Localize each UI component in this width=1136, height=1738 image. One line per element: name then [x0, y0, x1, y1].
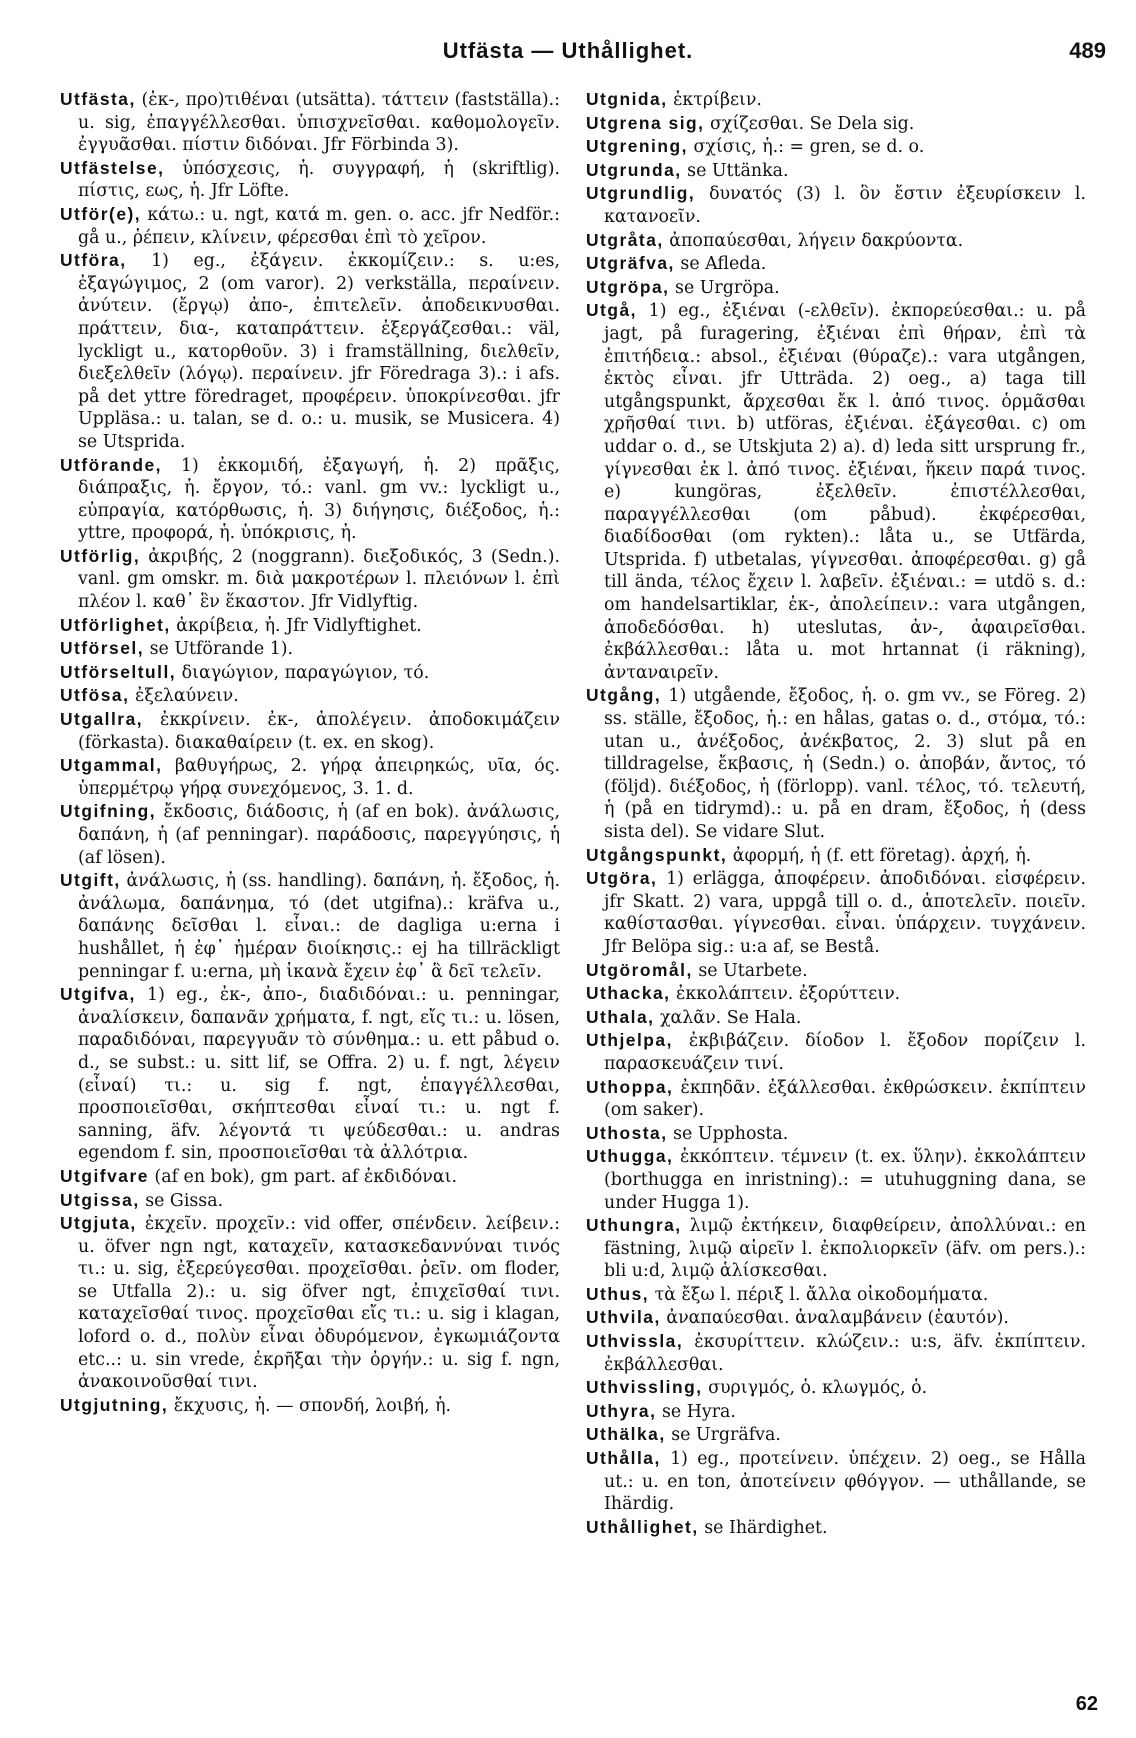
dictionary-entry: [60, 545, 560, 614]
entry-definition: ἔκχυσις, ἡ. — σπονδή, λοιβή, ἡ.: [173, 1395, 452, 1416]
page-number: 489: [1069, 38, 1106, 63]
dictionary-entry: [586, 1122, 1086, 1146]
dictionary-entry: [60, 157, 560, 203]
entry-headword: Utgröpa,: [586, 276, 670, 297]
entry-definition: 1) eg., ἐξιέναι (-ελθεῖν). ἐκπορεύεσθαι.: u. på jagt, på furagering, ἐξιέναι ἐπὶ θήραν, ἐπὶ τὰ ἐπιτήδεια.: absol., ἐξιέναι (θύραζε).: vara utgången, ἐκτὸς εἶναι. jfr Utträda. 2) oeg., a) taga till utgångspunkt, ἄρχεσθαι ἔκ l. ἀπό τινος. ὁρμᾶσθαι χρῆσθαί τινι. b) utföras, ἐξιέναι. ἐξάγεσθαι. c) om uddar o. d., se Utskjuta 2) a). d) leda sitt ursprung fr., γίγνεσθαι ἐκ l. ἀπό τινος. ἐξιέναι, ἥκειν παρά τινος. e) kungöras, ἐξελθεῖν. ἐπιστέλλεσθαι, παραγγέλλεσθαι (om påbud). ἐκφέρεσθαι, διαδίδοσθαι (om rykten).: låta u., se Utfärda, Utsprida. f) utbetalas, γίγνεσθαι. ἀποφέρεσθαι. g) gå till ända, τέλος ἔχειν l. λαβεῖν. ἐξιέναι.: = utdö s. d.: om handelsartiklar, ἐκ-, ἀπολείπειν.: vara utgången, ἀποδεδόσθαι. h) uteslutas, ἀν-, ἀφαιρεῖσθαι. ἐκβάλλεσθαι.: låta u. mot hrtannat (i räkning), ἀνταναιρεῖν.: [604, 301, 1087, 683]
dictionary-entry: [586, 959, 1086, 983]
entry-headword: Uthållighet,: [586, 1516, 699, 1537]
entry-definition: τὰ ἔξω l. πέριξ l. ἄλλα οἰκοδομήματα.: [654, 1284, 989, 1305]
entry-definition: ἐκκολάπτειν. ἐξορύττειν.: [676, 984, 901, 1005]
entry-headword: Uthvissling,: [586, 1377, 703, 1398]
dictionary-entry: [586, 1029, 1086, 1075]
entry-definition: ἐκκόπτειν. τέμνειν (t. ex. ὕλην). ἐκκολάπτειν (borthugga en inristning).: = utuhuggning dana, se under Hugga 1).: [604, 1147, 1086, 1213]
left-column: [60, 88, 560, 1417]
entry-definition: se Urgräfva.: [671, 1425, 781, 1446]
entry-headword: Utfästa,: [60, 89, 136, 109]
dictionary-entry: [586, 112, 1086, 136]
dictionary-entry: [586, 982, 1086, 1006]
dictionary-entry: [586, 299, 1086, 684]
entry-definition: se Utförande 1).: [149, 639, 294, 660]
entry-definition: ἐκσυρίττειν. κλώζειν.: u:s, äfv. ἐκπίπτειν. ἐκβάλλεσθαι.: [604, 1332, 1086, 1375]
entry-definition: σχίσις, ἡ.: = gren, se d. o.: [693, 137, 925, 158]
entry-headword: Utgrunda,: [586, 159, 682, 180]
entry-headword: Utförsel,: [60, 638, 145, 659]
entry-definition: se Afleda.: [680, 254, 767, 275]
entry-definition: ἐκβιβάζειν. δίοδον l. ἔξοδον πορίζειν l. παρασκευάζειν τινί.: [604, 1031, 1086, 1074]
entry-definition: ἐκπηδᾶν. ἐξάλλεσθαι. ἐκθρώσκειν. ἐκπίπτειν (om saker).: [604, 1077, 1086, 1121]
dictionary-entry: [60, 1394, 560, 1418]
entry-definition: ἐξελαύνειν.: [134, 686, 239, 707]
entry-headword: Utgjuta,: [60, 1213, 137, 1234]
entry-headword: Uthälka,: [586, 1424, 666, 1445]
entry-definition: 1) eg., ἐκ-, ἀπο-, διαδιδόναι.: u. penningar, ἀναλίσκειν, δαπανᾶν χρήματα, f. ngt, εἴς τι.: u. lösen, παραδιδόναι, παρεγγυᾶν τὸ σύνθημα.: u. ett påbud o. d., se subst.: u. sitt lif, se Offra. 2) u. f. ngt, λέγειν (εἶναί) τι.: u. sig f. ngt, ἐπαγγέλλεσθαι, προσποιεῖσθαι, σκήπτεσθαι εἶναί τι.: u. ngt f. sanning, äfv. λέγοντά τι ψεύδεσθαι.: u. andras egendom f. sin, προσποιεῖσθαι τὰ ἀλλότρια.: [78, 985, 560, 1164]
entry-definition: ἐκκρίνειν. ἐκ-, ἀπολέγειν. ἀποδοκιμάζειν (förkasta). διακαθαίρειν (t. ex. en skog).: [78, 710, 560, 753]
signature-mark: 62: [1075, 1693, 1098, 1715]
dictionary-entry: [586, 1516, 1086, 1540]
running-head: Utfästa — Uthållighet.: [442, 38, 694, 63]
entry-headword: Utgnida,: [586, 89, 668, 109]
entry-headword: Utgöra,: [586, 868, 658, 889]
right-column: [586, 88, 1086, 1539]
dictionary-entry: [586, 844, 1086, 868]
entry-headword: Utföra,: [60, 250, 127, 271]
entry-headword: Utgrening,: [586, 136, 688, 157]
entry-headword: Uthus,: [586, 1283, 650, 1304]
entry-definition: (af en bok), gm part. af ἐκδιδόναι.: [154, 1166, 457, 1187]
entry-definition: se Upphosta.: [673, 1123, 789, 1144]
dictionary-entry: [586, 1376, 1086, 1400]
entry-definition: ἀνάλωσις, ἡ (ss. handling). δαπάνη, ἡ. ἔξοδος, ἡ. ἀνάλωμα, δαπάνημα, τό (det utgifna).: kräfva u., δαπάνης δεῖσθαι l. εἶναι.: de dagliga u:erna i hushållet, ἡ ἐφ᾽ ἡμέραν διοίκησις.: ej ha tillräckligt penningar f. u:erna, μὴ ἱκανὰ ἔχειν ἐφ᾽ ἃ δεῖ τελεῖν.: [78, 871, 561, 982]
entry-definition: 1) eg., προτείνειν. ὑπέχειν. 2) oeg., se Hålla ut.: u. en ton, ἀποτείνειν φθόγγον. — uthållande, se Ihärdig.: [604, 1449, 1087, 1515]
entry-definition: se Uttänka.: [687, 160, 789, 181]
entry-headword: Uthyra,: [586, 1400, 657, 1421]
entry-headword: Utgång,: [586, 685, 662, 706]
entry-definition: se Hyra.: [661, 1401, 736, 1422]
dictionary-entry: [586, 1306, 1086, 1330]
entry-headword: Utgift,: [60, 870, 121, 891]
dictionary-entry: [60, 1212, 560, 1394]
entry-definition: ἀκριβής, 2 (noggrann). διεξοδικός, 3 (Sedn.). vanl. gm omskr. m. διὰ μακροτέρων l. πλειόνων l. ἐπὶ πλέον l. καθ᾽ ἓν ἕκαστον. Jfr Vidlyftig.: [78, 546, 561, 613]
entry-definition: ἀποπαύεσθαι, λήγειν δακρύοντα.: [669, 230, 964, 251]
entry-definition: ἀφορμή, ἡ (f. ett företag). ἀρχή, ἡ.: [732, 845, 1032, 866]
entry-definition: 1) erlägga, ἀποφέρειν. ἀποδιδόναι. εἰσφέρειν. jfr Skatt. 2) vara, uppgå till o. d., ἀποτελεῖν. ποιεῖν. καθίστασθαι. γίγνεσθαι. εἶναι. ὑπάρχειν. τυγχάνειν. Jfr Belöpa sig.: u:a af, se Bestå.: [604, 869, 1086, 957]
entry-headword: Uthålla,: [586, 1448, 661, 1469]
entry-headword: Utgissa,: [60, 1189, 140, 1210]
dictionary-entry: [586, 276, 1086, 300]
entry-headword: Utgråta,: [586, 229, 664, 250]
entry-definition: βαθυγήρως, 2. γήρᾳ ἀπειρηκώς, υῖα, ός. ὑπερμέτρῳ γήρᾳ συνεχόμενος, 3. 1. d.: [78, 756, 560, 799]
dictionary-entry: [586, 1447, 1086, 1516]
dictionary-entry: [60, 754, 560, 800]
page-header: [0, 38, 1136, 78]
entry-definition: 1) utgående, ἔξοδος, ἡ. o. gm vv., se Föreg. 2) ss. ställe, ἔξοδος, ἡ.: en hålas, gatas o. d., στόμα, τό.: utan u., ἀνέξοδος, ἀνέκβατος, 2. 3) slut på en tilldragelse, ἔκβασις, ἡ (Sedn.) o. ἀποβάν, ἄντος, τό (följd). διέξοδος, ἡ (förlopp). vanl. τέλος, τό. τελευτή, ἡ (på en tidrymd).: u. på en dram, ἔξοδος, ἡ (dess sista del). Se vidare Slut.: [604, 686, 1086, 842]
entry-headword: Utgallra,: [60, 709, 144, 730]
entry-headword: Utgå,: [586, 300, 637, 321]
entry-headword: Uthvila,: [586, 1307, 661, 1328]
entry-headword: Utgjutning,: [60, 1394, 169, 1415]
dictionary-entry: [60, 203, 560, 249]
entry-definition: 1) ἐκκομιδή, ἐξαγωγή, ἡ. 2) πρᾶξις, διάπραξις, ἡ. ἔργον, τό.: vanl. gm vv.: lyckligt u., εὐπραγία, κατόρθωσις, ἡ. 3) διήγησις, διέξοδος, ἡ.: yttre, προφορά, ἡ. ὑπόκρισις, ἡ.: [78, 455, 561, 544]
dictionary-entry: [586, 159, 1086, 183]
entry-definition: κάτω.: u. ngt, κατά m. gen. o. acc. jfr Nedför.: gå u., ῥέπειν, κλίνειν, φέρεσθαι ἐπὶ τὸ χεῖρον.: [78, 204, 560, 248]
entry-headword: Utförlighet,: [60, 614, 171, 635]
entry-headword: Uthjelpa,: [586, 1030, 673, 1051]
dictionary-entry: [60, 983, 560, 1165]
entry-definition: ἐκχεῖν. προχεῖν.: vid offer, σπένδειν. λείβειν.: u. öfver ngn ngt, καταχεῖν, κατασκεδαννύναι τινός τι.: u. sig, ἐξερεύγεσθαι. προχεῖσθαι. ῥεῖν. om floder, se Utfalla 2).: u. sig öfver ngt, ἐπιχεῖσθαί τινι. καταχεῖσθαί τινος. προχεῖσθαι εἴς τι.: u. sig i klagan, loford o. d., πολὺν εἶναι ὀδυρόμενον, ἐγκωμιάζοντα etc..: u. sin vrede, ἐκρῆξαι τὴν ὀργήν.: u. sig f. ngn, ἀνακοινοῦσθαί τινι.: [78, 1214, 561, 1393]
entry-headword: Utgångspunkt,: [586, 844, 728, 865]
entry-headword: Utförlig,: [60, 545, 141, 566]
dictionary-entry: [586, 1423, 1086, 1447]
dictionary-entry: [60, 1165, 560, 1189]
entry-definition: σχίζεσθαι. Se Dela sig.: [710, 113, 915, 134]
dictionary-entry: [586, 1145, 1086, 1214]
entry-headword: Uthoppa,: [586, 1076, 674, 1097]
entry-definition: ὑπόσχεσις, ἡ. συγγραφή, ἡ (skriftlig). πίστις, εως, ἡ. Jfr Löfte.: [78, 158, 561, 202]
entry-headword: Utgifva,: [60, 984, 136, 1005]
dictionary-entry: [60, 1189, 560, 1213]
dictionary-entry: [586, 229, 1086, 253]
entry-definition: συριγμός, ὁ. κλωγμός, ὁ.: [708, 1378, 928, 1399]
dictionary-entry: [60, 708, 560, 754]
entry-definition: (ἐκ-, προ)τιθέναι (utsätta). τάττειν (fastställa).: u. sig, ἐπαγγέλλεσθαι. ὑπισχνεῖσθαι. καθομολογεῖν. ἐγγυᾶσθαι. πίστιν διδόναι. Jfr Förbinda 3).: [78, 90, 561, 156]
entry-headword: Uthacka,: [586, 983, 671, 1004]
entry-headword: Utgräfva,: [586, 253, 675, 274]
dictionary-entry: [60, 661, 560, 685]
entry-headword: Utförande,: [60, 454, 162, 475]
entry-headword: Uthungra,: [586, 1215, 682, 1236]
entry-definition: λιμῷ ἐκτήκειν, διαφθείρειν, ἀπολλύναι.: en fästning, λιμῷ αἱρεῖν l. ἐκπολιορκεῖν (äfv. om pers.).: bli u:d, λιμῷ ἁλίσκεσθαι.: [604, 1216, 1086, 1282]
dictionary-entry: [60, 454, 560, 545]
dictionary-entry: [586, 1283, 1086, 1307]
dictionary-entry: [60, 249, 560, 453]
entry-headword: Utfösa,: [60, 685, 130, 706]
dictionary-entry: [586, 252, 1086, 276]
dictionary-entry: [60, 637, 560, 661]
entry-definition: ἐκτρίβειν.: [673, 90, 762, 110]
dictionary-entry: [586, 88, 1086, 112]
dictionary-entry: [60, 869, 560, 983]
entry-headword: Utför(e),: [60, 203, 142, 224]
entry-definition: ἀναπαύεσθαι. ἀναλαμβάνειν (ἑαυτόν).: [666, 1308, 1009, 1329]
entry-headword: Utgrundlig,: [586, 183, 696, 204]
dictionary-entry: [60, 684, 560, 708]
entry-headword: Uthvissla,: [586, 1331, 684, 1352]
entry-definition: 1) eg., ἐξάγειν. ἐκκομίζειν.: s. u:es, ἐξαγώγιμος, 2 (om varor). 2) verkställa, περαίνειν. ἀνύτειν. (ἔργῳ) ἀπο-, ἐπιτελεῖν. ἀποδεικνυσθαι. πράττειν, δια-, καταπράττειν. ἐξεργάζεσθαι.: väl, lyckligt u., κατορθοῦν. 3) i framställning, διελθεῖν, διεξελθεῖν (λόγῳ). περαίνειν. jfr Föredraga 3).: i afs. på det yttre föredraget, προφέρειν. ὑποκρίνεσθαι. jfr Uppläsa.: u. talan, se d. o.: u. musik, se Musicera. 4) se Utsprida.: [78, 251, 561, 452]
dictionary-entry: [60, 88, 560, 157]
entry-headword: Uthosta,: [586, 1122, 668, 1143]
dictionary-entry: [60, 800, 560, 869]
dictionary-entry: [586, 182, 1086, 228]
dictionary-entry: [586, 1330, 1086, 1376]
entry-definition: χαλᾶν. Se Hala.: [660, 1007, 802, 1028]
entry-headword: Uthugga,: [586, 1146, 674, 1167]
entry-definition: δυνατός (3) l. ὃν ἔστιν ἐξευρίσκειν l. κατανοεῖν.: [604, 184, 1087, 227]
entry-headword: Utförseltull,: [60, 661, 177, 682]
entry-definition: ἔκδοσις, διάδοσις, ἡ (af en bok). ἀνάλωσις, δαπάνη, ἡ (af penningar). παράδοσις, παρεγγύησις, ἡ (af lösen).: [78, 802, 561, 868]
entry-definition: διαγώγιον, παραγώγιον, τό.: [181, 662, 430, 683]
dictionary-entry: [586, 1006, 1086, 1030]
entry-definition: se Urgröpa.: [675, 277, 780, 298]
dictionary-entry: [586, 1214, 1086, 1283]
entry-definition: se Utarbete.: [698, 960, 808, 981]
dictionary-entry: [60, 614, 560, 638]
dictionary-entry: [586, 135, 1086, 159]
dictionary-entry: [586, 1400, 1086, 1424]
entry-definition: se Gissa.: [145, 1190, 224, 1211]
entry-headword: Utgammal,: [60, 755, 163, 776]
entry-headword: Utgifvare: [60, 1165, 149, 1186]
entry-definition: se Ihärdighet.: [704, 1517, 828, 1538]
entry-headword: Uthala,: [586, 1006, 655, 1027]
dictionary-entry: [586, 684, 1086, 843]
entry-definition: ἀκρίβεια, ἡ. Jfr Vidlyftighet.: [176, 615, 422, 636]
entry-headword: Utgrena sig,: [586, 112, 705, 133]
dictionary-entry: [586, 867, 1086, 958]
entry-headword: Utgöromål,: [586, 959, 693, 980]
entry-headword: Utgifning,: [60, 801, 157, 822]
entry-headword: Utfästelse,: [60, 157, 165, 178]
dictionary-entry: [586, 1076, 1086, 1122]
